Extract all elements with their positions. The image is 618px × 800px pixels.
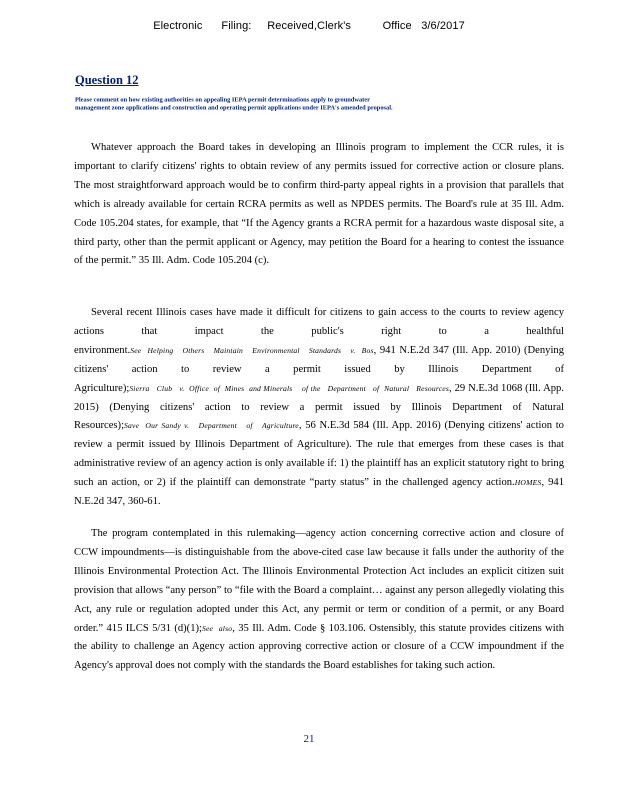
paragraph-2-text: [74, 304, 564, 512]
case-citation-sierra-club: Sierra Club v. Office of Mines and Minerals of the Department of Natural Resources: [129, 383, 450, 393]
question-title: Question 12: [75, 73, 139, 87]
page-number: 21: [303, 733, 315, 745]
paragraph-3-text: [74, 525, 564, 676]
filing-header: Electronic Filing: Received,Clerk's Office 3/6/2017: [153, 20, 465, 32]
p2-part-b: , 941 N.E.2d 347 (Ill. App. 2010) (Denying citizens' action to review a permit issued by Illinois Department of Agriculture);: [74, 344, 564, 394]
paragraph-2: [74, 304, 564, 512]
case-citation-save-our-sandy: Save Our Sandy v. Department of Agriculture: [124, 421, 299, 431]
p2-part-c: , 29 N.E.3d 1068 (Ill. App. 2015) (Denying citizens' action to review a permit issued by Illinois Department of Natural Resources);: [74, 382, 564, 432]
p2-part-d: , 56 N.E.3d 584 (Ill. App. 2016) (Denying citizens' action to review a permit issued by Illinois Department of Agriculture). The rule that emerges from these cases is that administrative review of an agency action is only available if: 1) the plaintiff has an explicit statutory right to bring such an action, or 2) if the plaintiff can demonstrate “party status” in the challenged agency action.: [74, 420, 564, 489]
see-also-signal: See also: [201, 623, 233, 633]
p2-part-a: Several recent Illinois cases have made it difficult for citizens to gain access to the courts to review agency actions that impact the public's right to a healthful environment.: [74, 307, 564, 356]
p3-part-a: The program contemplated in this rulemaking—agency action concerning corrective action and closure of CCW impoundments—is distinguishable from the above-cited case law because it falls under the authority of the Illinois Environmental Protection Act. The Illinois Environmental Protection Act includes an explicit citizen suit provision that allows “any person” to “file with the Board a complaint… against any person allegedly violating this Act, any rule or regulation adopted under this Act, any permit or term or condition of a permit, or any Board order.” 415 ILCS 5/31 (d)(1);: [74, 528, 564, 634]
paragraph-1-text: Whatever approach the Board takes in developing an Illinois program to implement the CCR rules, it is important to clarify citizens' rights to obtain review of any permits issued for corrective action or closure plans. The most straightforward approach would be to confirm third-party appeal rights in a provision that parallels that which is already available for certain RCRA permits as well as NPDES permits. The Board's rule at 35 Ill. Adm. Code 105.204 states, for example, that “If the Agency grants a RCRA permit for a hazardous waste disposal site, a third party, other than the permit applicant or Agency, may petition the Board for a hearing to contest the issuance of the permit.” 35 Ill. Adm. Code 105.204 (c).: [74, 142, 564, 267]
case-short-citation-homes: HOMES: [514, 478, 542, 488]
paragraph-3: [74, 525, 564, 676]
p3-part-b: , 35 Ill. Adm. Code § 103.106. Ostensibly, this statute provides citizens with the ability to challenge an Agency action approving corrective action or closure of a CCW impoundment if the Agency's approval does not comply with the standards the Board establishes for taking such action.: [74, 622, 564, 672]
paragraph-1: [74, 139, 564, 271]
question-prompt: Please comment on how existing authorities on appealing IEPA permit determinations apply to groundwater management zone applications and construction and operating permit applications under IEPA's amended proposal.: [75, 96, 393, 113]
p2-part-e: , 941 N.E.2d 347, 360-61.: [74, 477, 564, 508]
case-citation-homes: See Helping Others Maintain Environmental Standards v. Bos: [130, 345, 374, 355]
